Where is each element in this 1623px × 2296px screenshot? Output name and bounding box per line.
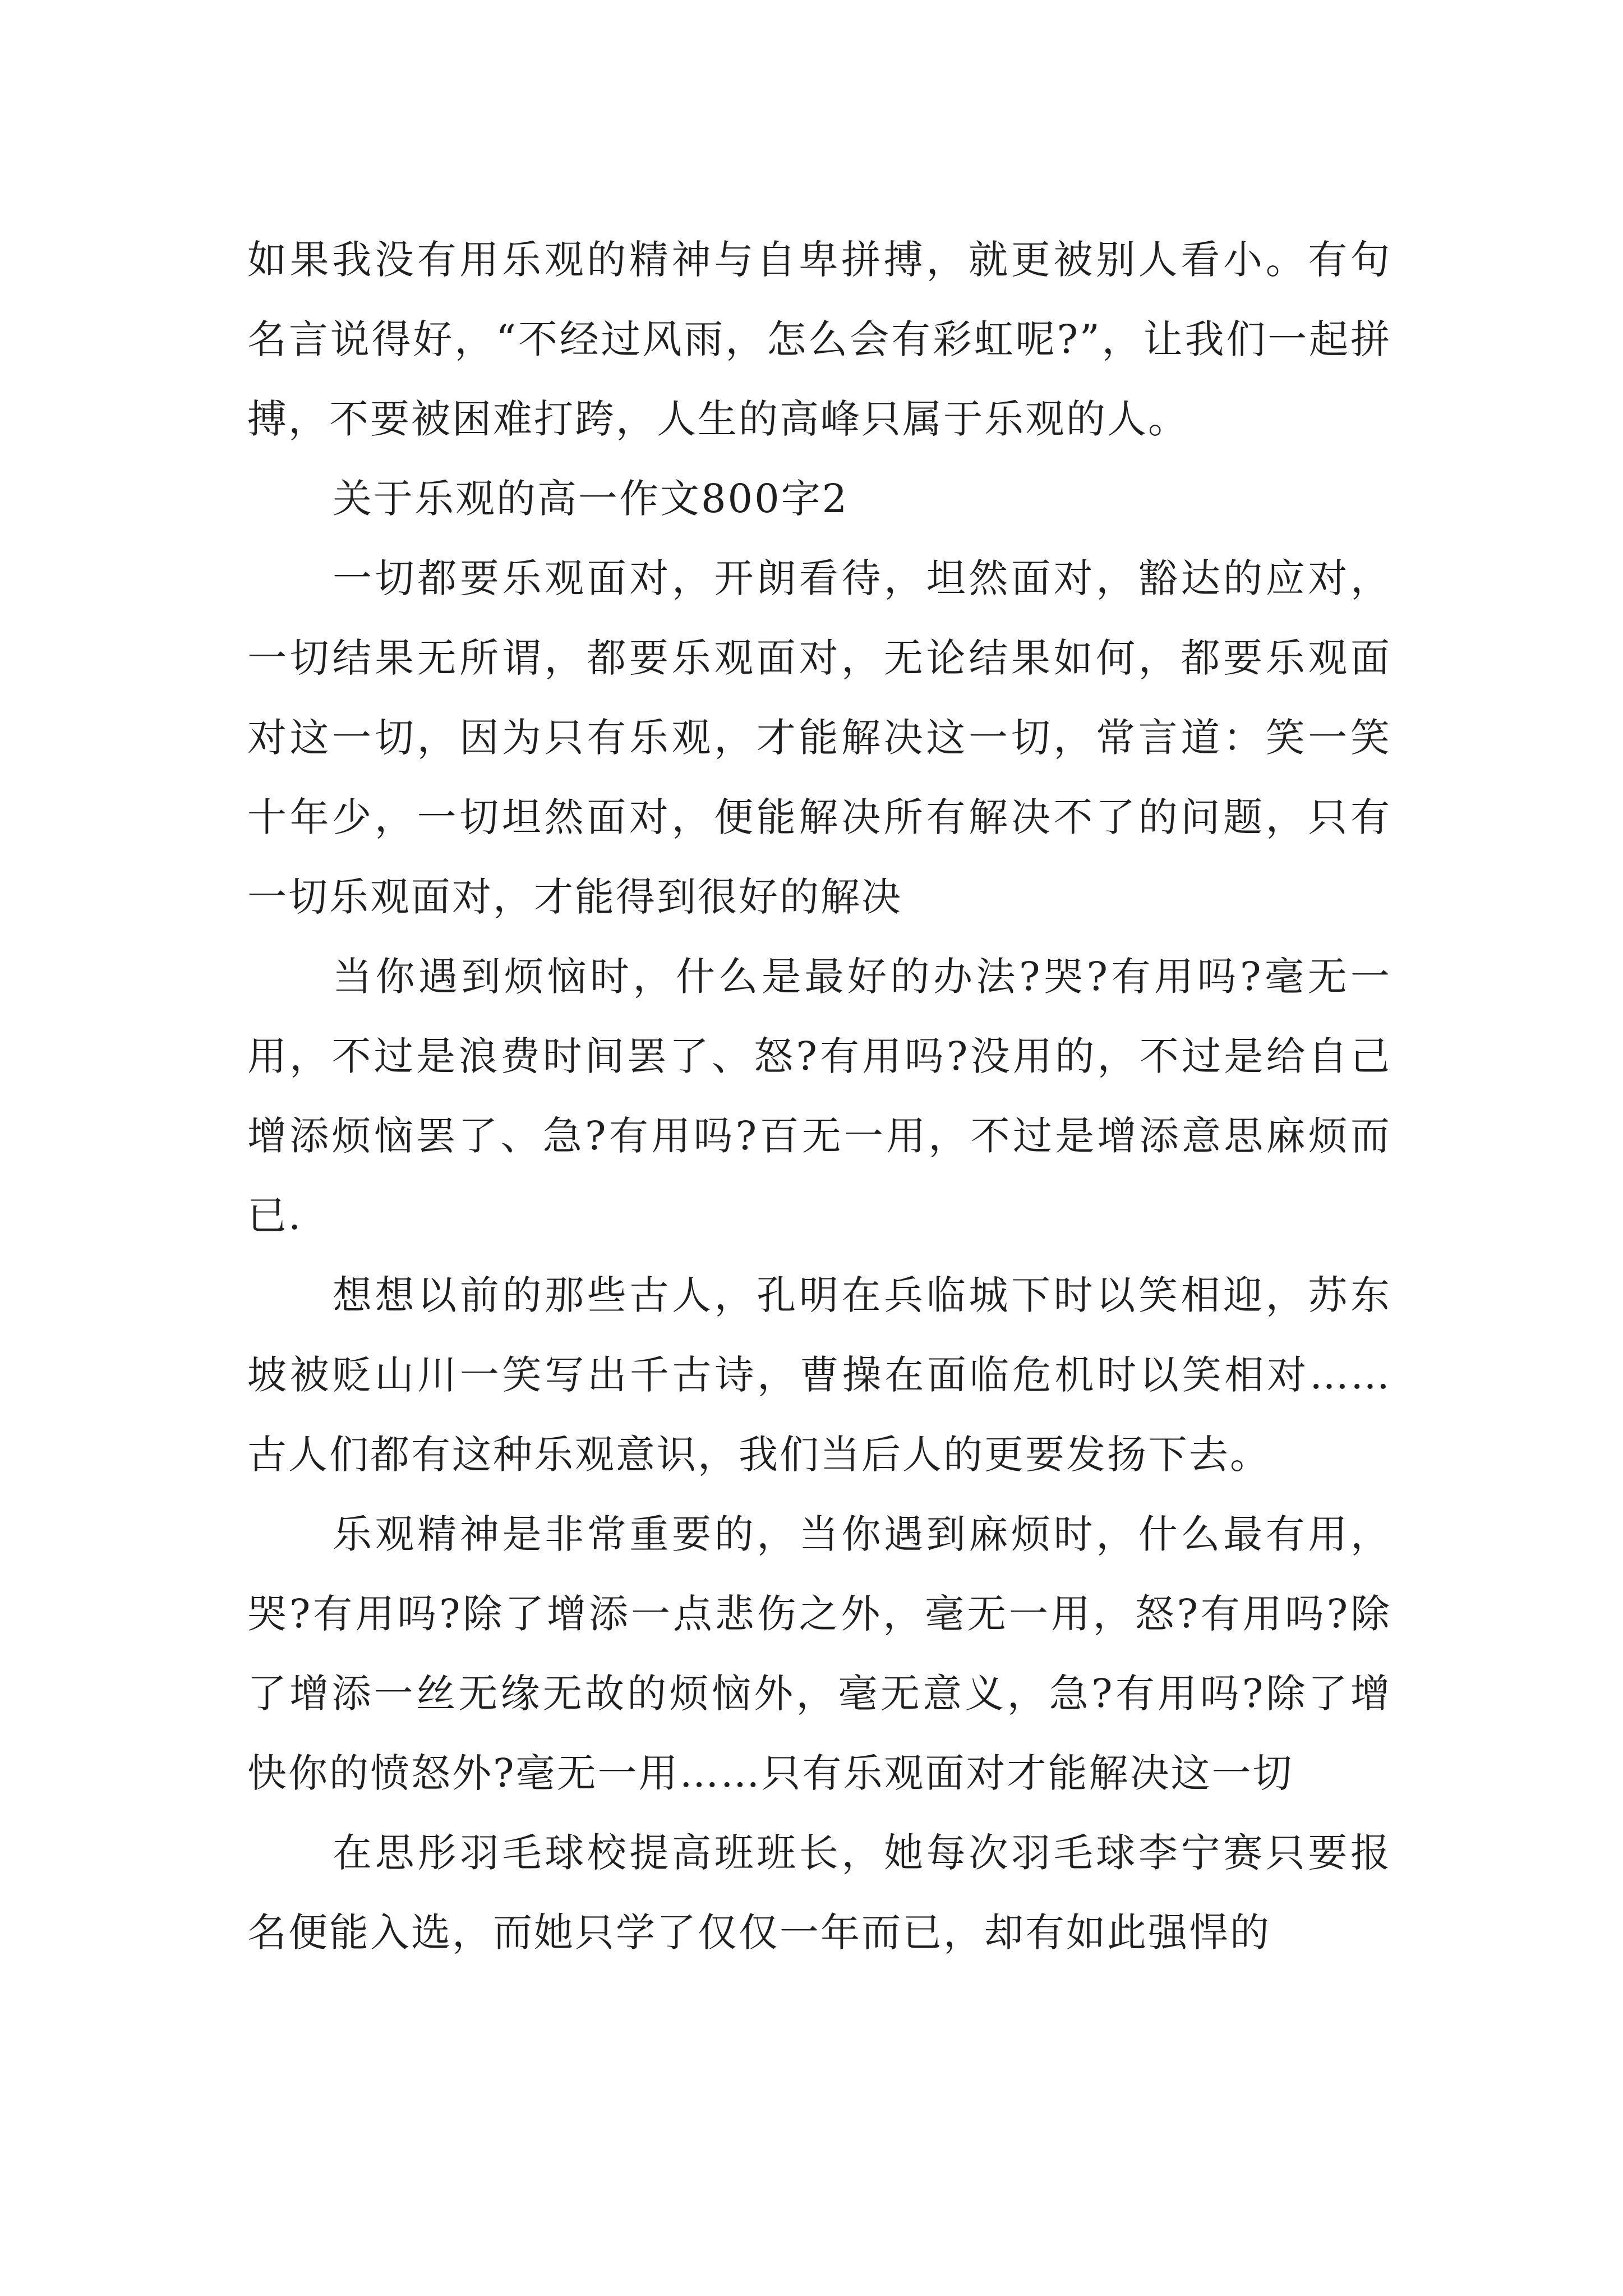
paragraph: 一切都要乐观面对，开朗看待，坦然面对，豁达的应对，一切结果无所谓，都要乐观面对，无论结果如何，都要乐观面对这一切，因为只有乐观，才能解决这一切，常言道：笑一笑十年少，一切坦然面对，便能解决所有解决不了的问题，只有一切乐观面对，才能得到很好的解决 — [247, 555, 1391, 920]
paragraph-continued: 如果我没有用乐观的精神与自卑拼搏，就更被别人看小。有句名言说得好，“不经过风雨，怎么会有彩虹呢?”，让我们一起拼搏，不要被困难打跨，人生的高峰只属于乐观的人。 — [247, 237, 1391, 442]
document-body — [247, 220, 1391, 1972]
paragraph: 在思彤羽毛球校提高班班长，她每次羽毛球李宁赛只要报名便能入选，而她只学了仅仅一年而已，却有如此强悍的 — [247, 1830, 1391, 1955]
paragraph: 想想以前的那些古人，孔明在兵临城下时以笑相迎，苏东坡被贬山川一笑写出千古诗，曹操在面临危机时以笑相对……古人们都有这种乐观意识，我们当后人的更要发扬下去。 — [247, 1272, 1391, 1478]
paragraph: 乐观精神是非常重要的，当你遇到麻烦时，什么最有用，哭?有用吗?除了增添一点悲伤之外，毫无一用，怒?有用吗?除了增添一丝无缘无故的烦恼外，毫无意义，急?有用吗?除了增快你的愤怒外?毫无一用……只有乐观面对才能解决这一切 — [247, 1511, 1391, 1796]
paragraph: 当你遇到烦恼时，什么是最好的办法?哭?有用吗?毫无一用，不过是浪费时间罢了、怒?有用吗?没用的，不过是给自己增添烦恼罢了、急?有用吗?百无一用，不过是增添意思麻烦而已. — [247, 954, 1391, 1239]
section-heading: 关于乐观的高一作文800字2 — [333, 476, 849, 522]
